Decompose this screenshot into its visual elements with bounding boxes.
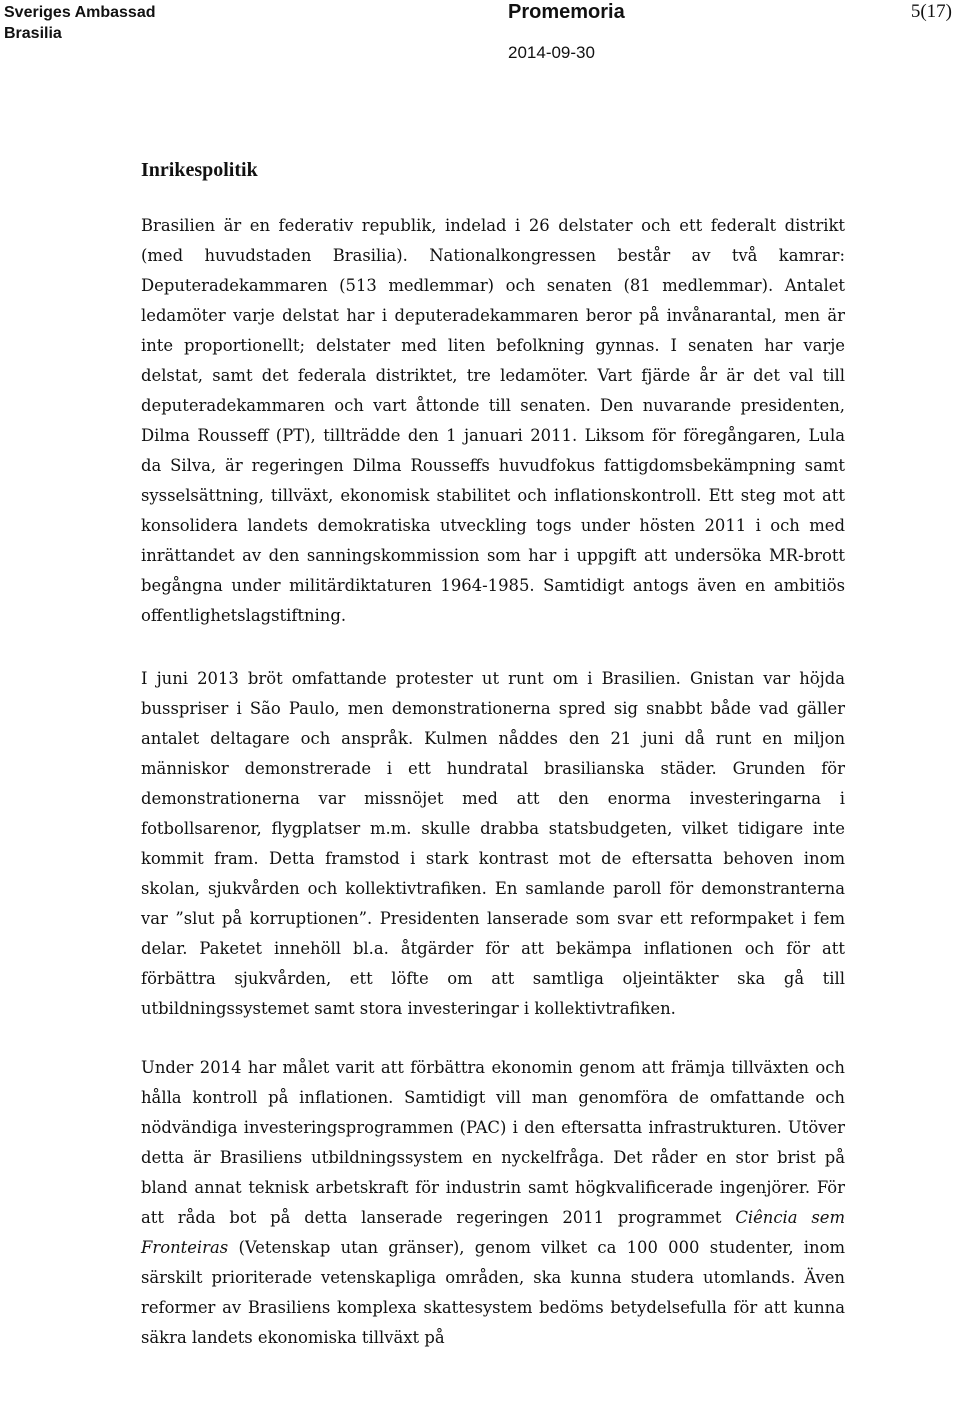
- paragraph-2-text: I juni 2013 bröt omfattande protester ut runt om i Brasilien. Gnistan var höjda busspriser i São Paulo, men demonstrationerna spred sig snabbt både vad gäller antalet deltagare och anspråk. Kulmen nåddes den 21 juni då runt en miljon människor demonstrerade i ett hundratal brasilianska städer. Grunden för demonstrationerna var missnöjet med att den enorma investeringarna i fotbollsarenor, flygplatser m.m. skulle drabba statsbudgeten, vilket tidigare inte kommit fram. Detta framstod i stark kontrast mot de eftersatta behoven inom skolan, sjukvården och kollektivtrafiken. En samlande paroll för demonstranterna var ”slut på korruptionen”. Presidenten lanserade som svar ett reformpaket i fem delar. Paketet innehöll bl.a. åtgärder för att bekämpa inflationen och för att förbättra sjukvården, ett löfte om att samtliga oljeintäkter ska gå till utbildningssystemet samt stora investeringar i kollektivtrafiken.: [141, 669, 845, 1018]
- document-date: 2014-09-30: [508, 43, 595, 62]
- document-body: [141, 155, 845, 1382]
- paragraph-2: [141, 664, 845, 1024]
- program-name: Ciência sem Fronteiras: [141, 1208, 845, 1257]
- organization-city: Brasilia: [4, 25, 62, 42]
- paragraph-3-text-end: (Vetenskap utan gränser), genom vilket ca 100 000 studenter, inom särskilt prioriterade vetenskapliga områden, ska kunna studera utomlands. Även reformer av Brasiliens komplexa skattesystem bedöms betydelsefulla för att kunna säkra landets ekonomiska tillväxt på: [141, 1238, 845, 1347]
- paragraph-1: [141, 211, 845, 631]
- page-header: [0, 0, 960, 70]
- paragraph-3: [141, 1053, 845, 1353]
- document-type: Promemoria: [508, 1, 625, 23]
- paragraph-3-text-start: Under 2014 har målet varit att förbättra ekonomin genom att främja tillväxten och hålla kontroll på inflationen. Samtidigt vill man genomföra de omfattande och nödvändiga investeringsprogrammen (PAC) i den eftersatta infrastrukturen. Utöver detta är Brasiliens utbildningssystem en nyckelfråga. Det råder en stor brist på bland annat teknisk arbetskraft för industrin samt högkvalificerade ingenjörer. För att råda bot på detta lanserade regeringen 2011 programmet: [141, 1058, 845, 1227]
- page-number: 5(17): [910, 1, 952, 22]
- section-heading: Inrikespolitik: [141, 159, 258, 181]
- organization-name: Sveriges Ambassad: [4, 4, 156, 21]
- paragraph-1-text: Brasilien är en federativ republik, indelad i 26 delstater och ett federalt distrikt (med huvudstaden Brasilia). Nationalkongressen består av två kamrar: Deputeradekammaren (513 medlemmar) och senaten (81 medlemmar). Antalet ledamöter varje delstat har i deputeradekammaren beror på invånarantal, men är inte proportionellt; delstater med liten befolkning gynnas. I senaten har varje delstat, samt det federala distriktet, tre ledamöter. Vart fjärde år är det val till deputeradekammaren och vart åttonde till senaten. Den nuvarande presidenten, Dilma Rousseff (PT), tillträdde den 1 januari 2011. Liksom för föregångaren, Lula da Silva, är regeringen Dilma Rousseffs huvudfokus fattigdomsbekämpning samt sysselsättning, tillväxt, ekonomisk stabilitet och inflationskontroll. Ett steg mot att konsolidera landets demokratiska utveckling togs under hösten 2011 i och med inrättandet av den sanningskommission som har i uppgift att undersöka MR-brott begångna under militärdiktaturen 1964-1985. Samtidigt antogs även en ambitiös offentlighetslagstiftning.: [141, 216, 845, 625]
